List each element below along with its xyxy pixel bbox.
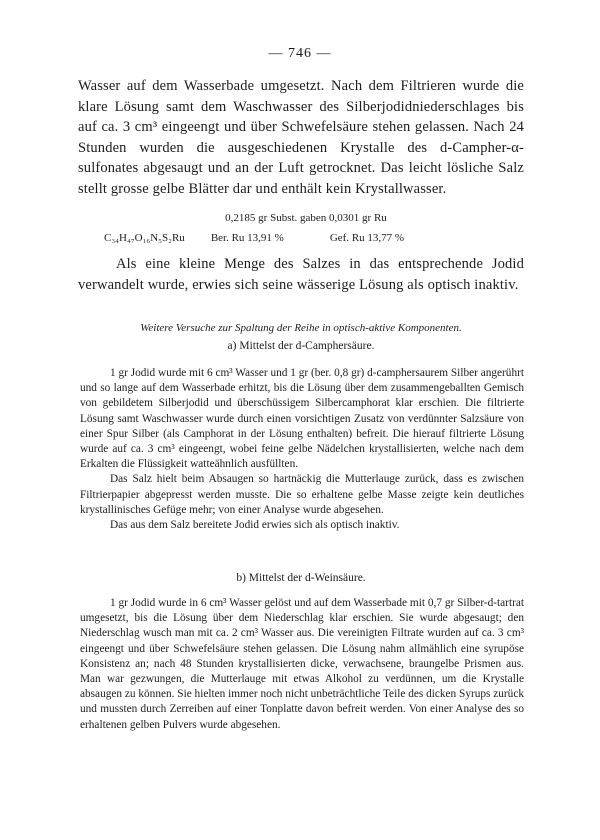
subsection-b-heading: b) Mittelst der d-Weinsäure.: [236, 572, 366, 584]
analysis-line-2: [78, 228, 524, 248]
subsection-a-paragraph-3: Das aus dem Salz bereitete Jodid erwies sich als optisch inaktiv.: [110, 519, 400, 532]
page-number: — 746 —: [268, 46, 332, 61]
subsection-a-paragraph-2: Das Salz hielt beim Absaugen so hartnäckig die Mutterlauge zurück, dass es zwischen Filtrierpapier abgepresst werden musste. Die so erhaltene gelbe Masse zeigte kein deutliches krystallinisches Gefüge mehr; von einer Analyse wurde abgesehen.: [80, 473, 524, 516]
analysis-line-1: 0,2185 gr Subst. gaben 0,0301 gr Ru: [225, 212, 387, 224]
paragraph-2-block: [78, 254, 524, 295]
analysis-formula: C₃₄H₄₇O₁₆N₅S₂Ru: [104, 232, 185, 244]
subsection-a-body: [80, 366, 524, 533]
section-heading: Weitere Versuche zur Spaltung der Reihe in optisch-aktive Komponenten.: [140, 322, 462, 334]
subsection-b-paragraph: 1 gr Jodid wurde in 6 cm³ Wasser gelöst und auf dem Wasserbade mit 0,7 gr Silber-d-tartrat umgesetzt, bis die Lösung über dem Niederschlag klar erschien. Sie wurde abgesaugt; den Niederschlag wusch man mit ca. 2 cm³ Wasser aus. Die vereinigten Filtrate wurden auf ca. 3 cm³ eingeengt und über Schwefelsäure stehen gelassen. Die Lösung nahm allmählich eine syrupöse Konsistenz an; nach 48 Stunden krystallisierten dicke, verwachsene, braungelbe Prismen aus. Man war gezwungen, die Mutterlauge mit etwas Alkohol zu verdünnen, um die Krystalle absaugen zu können. Sie hielten immer noch nicht unbeträchtliche Teile des dicken Syrups zurück und mussten durch Zerreiben auf einer Tonplatte davon befreit werden. Von einer Analyse des so erhaltenen gelben Pulvers wurde abgesehen.: [80, 597, 524, 731]
analysis-calculated: Ber. Ru 13,91 %: [210, 232, 284, 244]
subsection-a-paragraph-1: 1 gr Jodid wurde mit 6 cm³ Wasser und 1 gr (ber. 0,8 gr) d-camphersaurem Silber angerührt und so lange auf dem Wasserbade erhitzt, bis die Lösung über dem zusammengeballten Gemisch von gebildetem Silberjodid und überschüssigem Silbercamphorat klar erschien. Die filtrierte Lösung samt Waschwasser wurde durch einen vorsichtigen Zusatz von verdünnter Salzsäure von einer Spur Silber (als Camphorat in der Lösung enthalten) befreit. Die hierauf filtrierte Lösung wurde auf ca. 3 cm³ eingeengt, wobei feine gelbe Nädelchen krystallisierten, welche nach dem Erkalten die Flüssigkeit watteähnlich ausfüllten.: [80, 367, 524, 471]
intro-paragraph: Wasser auf dem Wasserbade umgesetzt. Nach dem Filtrieren wurde die klare Lösung samt dem Waschwasser des Silberjodidniederschlages bis auf ca. 3 cm³ eingeengt und über Schwefelsäure stehen gelassen. Nach 24 Stunden wurden die ausgeschiedenen Krystalle des d-Campher-α-sulfonates abgesaugt und an der Luft getrocknet. Das leicht lösliche Salz stellt grosse gelbe Blätter dar und enthält kein Krystallwasser.: [78, 78, 524, 197]
subsection-a-heading: a) Mittelst der d-Camphersäure.: [227, 340, 375, 352]
analysis-found: Gef. Ru 13,77 %: [329, 232, 405, 244]
paragraph-2: Als eine kleine Menge des Salzes in das entsprechende Jodid verwandelt wurde, erwies sich seine wässerige Lösung als optisch inaktiv.: [78, 256, 524, 293]
intro-paragraph-block: [78, 76, 524, 199]
analysis-block: [78, 208, 524, 248]
subsection-b-body: [80, 596, 524, 733]
